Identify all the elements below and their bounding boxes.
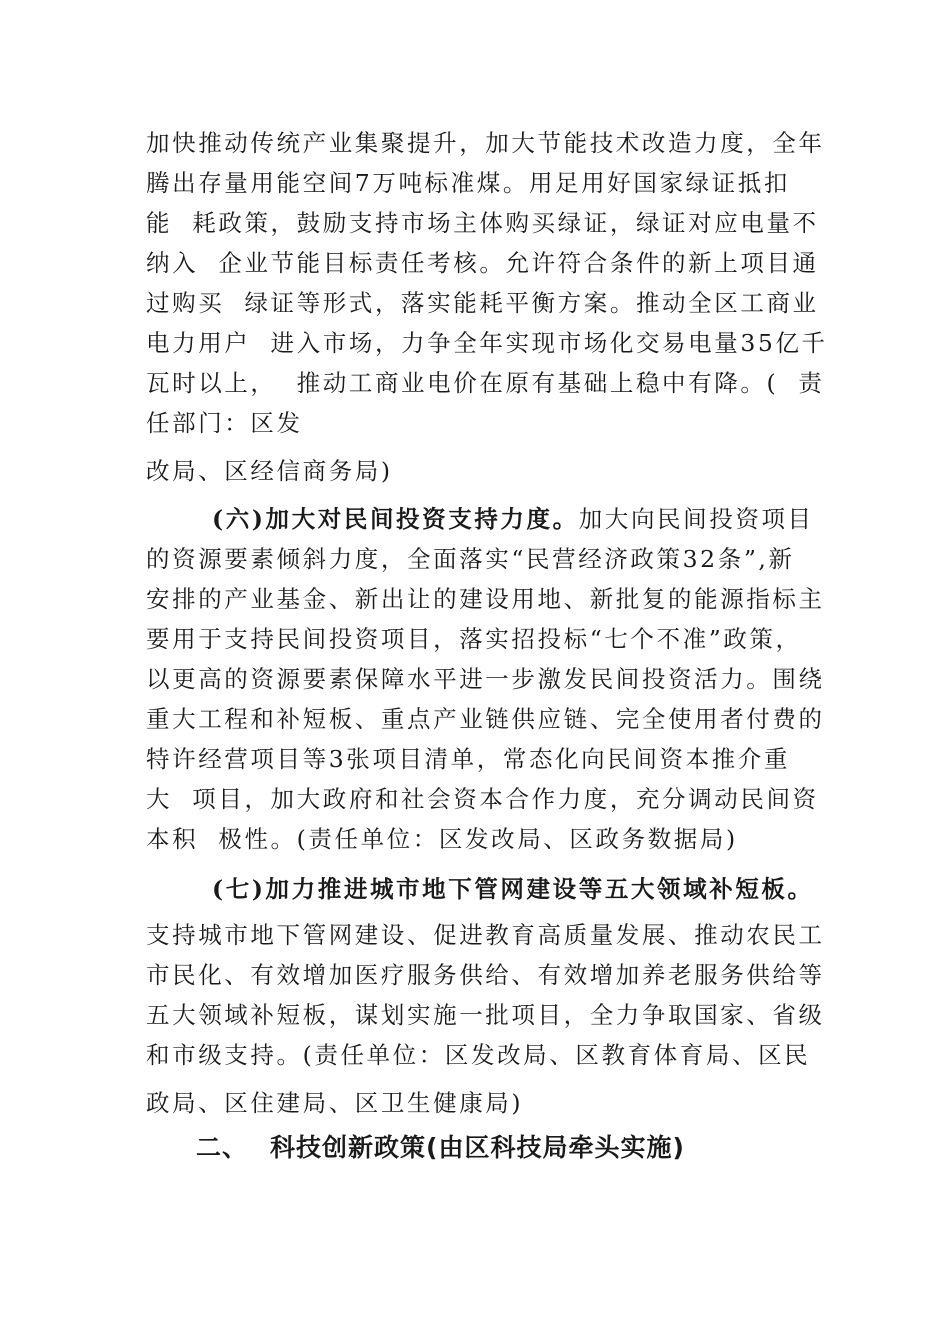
paragraph-line: 政局、区住建局、区卫生健康局) <box>146 1089 524 1117</box>
paragraph-line: 大 项目，加大政府和社会资本合作力度，充分调动民间资 <box>146 785 819 813</box>
paragraph-line: 五大领域补短板，谋划实施一批项目，全力争取国家、省级 <box>146 1001 825 1029</box>
paragraph-line: 要用于支持民间投资项目，落实招投标“七个不准”政策， <box>146 625 802 653</box>
paragraph-line: 腾出存量用能空间7万吨标准煤。用足用好国家绿证抵扣 <box>146 169 790 197</box>
paragraph-line: 加快推动传统产业集聚提升，加大节能技术改造力度，全年 <box>146 129 825 157</box>
section-7-heading: (七)加力推进城市地下管网建设等五大领域补短板。 <box>212 875 814 903</box>
paragraph-line: 以更高的资源要素保障水平进一步激发民间投资活力。围绕 <box>146 665 825 693</box>
paragraph-line: 电力用户 进入市场，力争全年实现市场化交易电量35亿千 <box>146 329 828 357</box>
paragraph-line: 安排的产业基金、新出让的建设用地、新批复的能源指标主 <box>146 585 825 613</box>
paragraph-line: 支持城市地下管网建设、促进教育高质量发展、推动农民工 <box>146 921 825 949</box>
paragraph-line: 纳入 企业节能目标责任考核。允许符合条件的新上项目通 <box>146 249 819 277</box>
section-6-first-line-text: 加大向民间投资项目 <box>578 505 814 533</box>
paragraph-line: 的资源要素倾斜力度，全面落实“民营经济政策32条”,新 <box>146 545 795 573</box>
part-2-number: 二、 <box>196 1133 249 1162</box>
part-2-heading <box>196 1131 685 1165</box>
paragraph-line: 重大工程和补短板、重点产业链供应链、完全使用者付费的 <box>146 705 825 733</box>
paragraph-line: 特许经营项目等3张项目清单，常态化向民间资本推介重 <box>146 745 790 773</box>
paragraph-line: 改局、区经信商务局) <box>146 457 393 485</box>
part-2-title: 科技创新政策(由区科技局牵头实施) <box>270 1133 685 1162</box>
paragraph-line: 瓦时以上， 推动工商业电价在原有基础上稳中有降。( 责 <box>146 369 825 397</box>
paragraph-line: 过购买 绿证等形式，落实能耗平衡方案。推动全区工商业 <box>146 289 819 317</box>
section-6-first-line <box>212 503 814 535</box>
paragraph-line: 任部门：区发 <box>146 409 303 437</box>
paragraph-line: 市民化、有效增加医疗服务供给、有效增加养老服务供给等 <box>146 961 825 989</box>
paragraph-line: 本积 极性。(责任单位：区发改局、区政务数据局) <box>146 825 738 853</box>
section-6-heading: (六)加大对民间投资支持力度。 <box>212 505 579 533</box>
paragraph-line: 和市级支持。(责任单位：区发改局、区教育体育局、区民 <box>146 1041 811 1069</box>
paragraph-line: 能 耗政策，鼓励支持市场主体购买绿证，绿证对应电量不 <box>146 209 819 237</box>
